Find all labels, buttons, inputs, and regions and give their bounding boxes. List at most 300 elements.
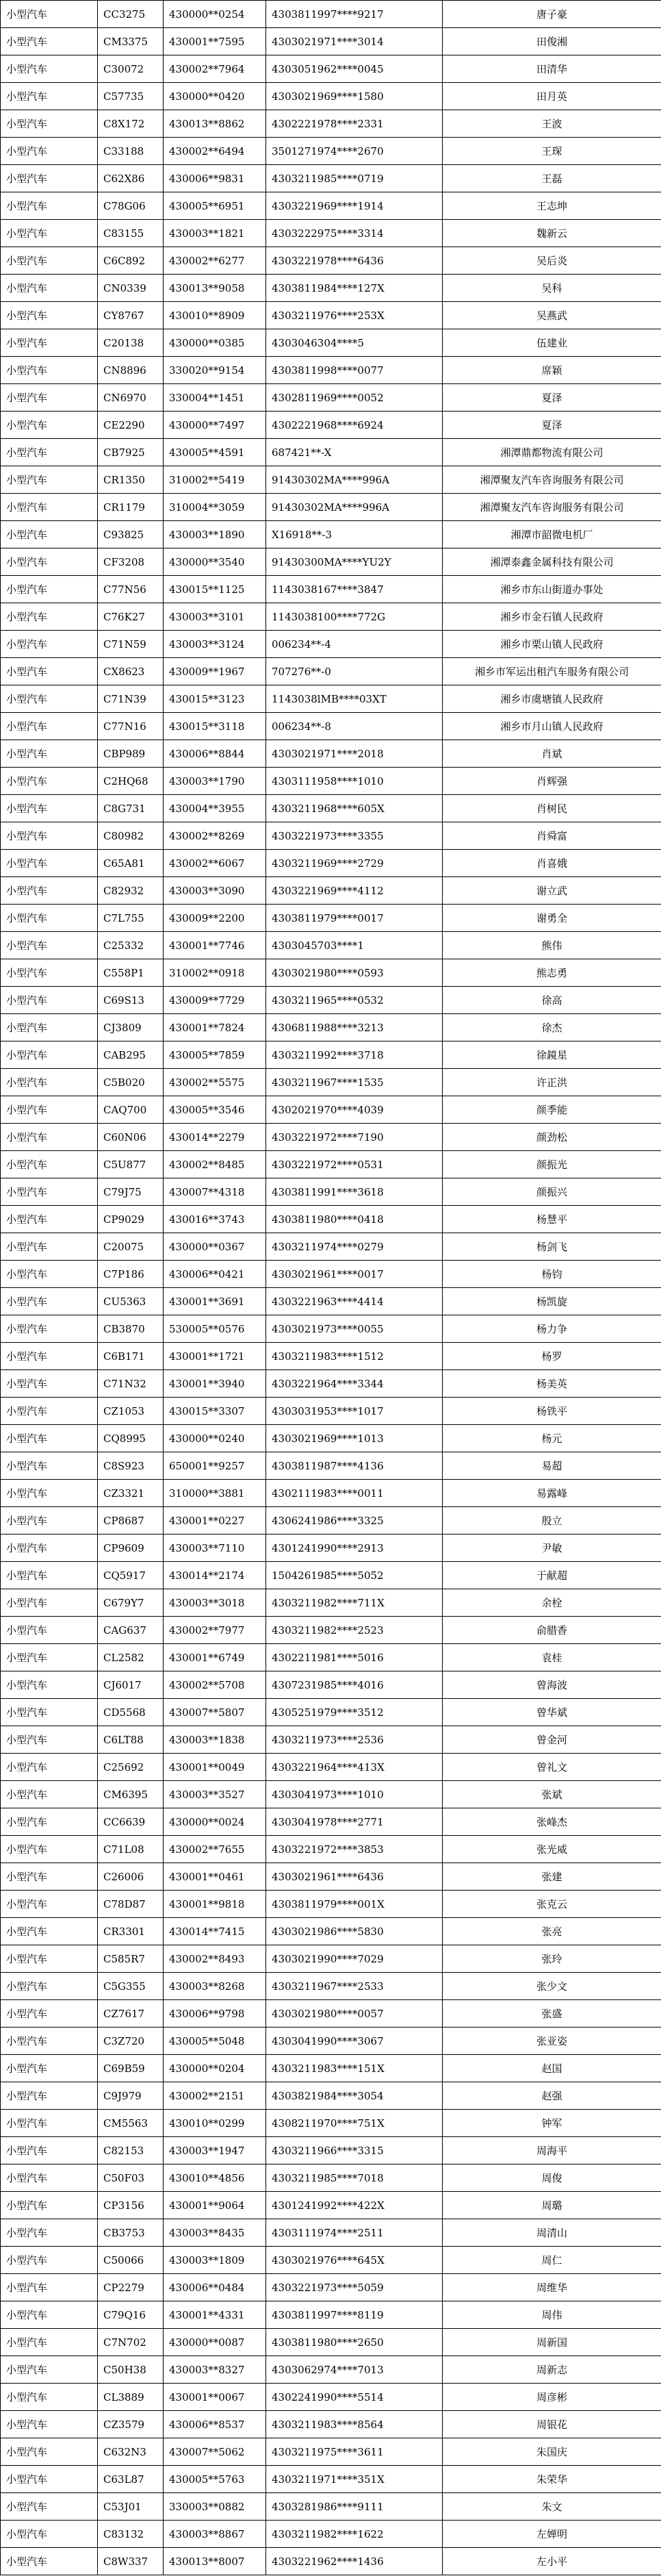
record-number-cell: 430015**1125 — [164, 576, 266, 603]
owner-name-cell: 左婵明 — [443, 2521, 661, 2548]
owner-name-cell: 张光威 — [443, 1836, 661, 1863]
id-number-cell: 4302021970****4039 — [266, 1096, 443, 1124]
vehicle-type-cell: 小型汽车 — [1, 713, 98, 740]
id-number-cell: 4303211992****3718 — [266, 1041, 443, 1069]
owner-name-cell: 颜振兴 — [443, 1178, 661, 1206]
owner-name-cell: 张克云 — [443, 1891, 661, 1918]
record-number-cell: 430009**7729 — [164, 987, 266, 1014]
owner-name-cell: 吴后炎 — [443, 247, 661, 275]
record-number-cell: 430005**7859 — [164, 1041, 266, 1069]
vehicle-type-cell: 小型汽车 — [1, 2137, 98, 2164]
plate-number-cell: C7L755 — [98, 905, 164, 932]
plate-number-cell: CBP989 — [98, 740, 164, 768]
plate-number-cell: C78G06 — [98, 192, 164, 220]
id-number-cell: 4303111974****2511 — [266, 2219, 443, 2247]
plate-number-cell: C69B59 — [98, 2055, 164, 2082]
table-row — [1, 28, 661, 55]
record-number-cell: 430005**3546 — [164, 1096, 266, 1124]
vehicle-type-cell: 小型汽车 — [1, 1891, 98, 1918]
plate-number-cell: C25692 — [98, 1754, 164, 1781]
table-row — [1, 1754, 661, 1781]
plate-number-cell: C6C892 — [98, 247, 164, 275]
plate-number-cell: C82153 — [98, 2137, 164, 2164]
id-number-cell: 4303811980****0418 — [266, 1206, 443, 1233]
plate-number-cell: CR1350 — [98, 466, 164, 494]
id-number-cell: 4302241990****5514 — [266, 2384, 443, 2411]
plate-number-cell: CQ5917 — [98, 1562, 164, 1589]
record-number-cell: 430007**5807 — [164, 1699, 266, 1726]
plate-number-cell: CAG637 — [98, 1617, 164, 1644]
record-number-cell: 430000**0240 — [164, 1425, 266, 1452]
owner-name-cell: 湘乡市栗山镇人民政府 — [443, 631, 661, 658]
table-row — [1, 192, 661, 220]
owner-name-cell: 赵国 — [443, 2055, 661, 2082]
plate-number-cell: C8G731 — [98, 795, 164, 822]
id-number-cell: 4303041978****2771 — [266, 1808, 443, 1836]
record-number-cell: 430005**6951 — [164, 192, 266, 220]
id-number-cell: 4303211982****1622 — [266, 2521, 443, 2548]
record-number-cell: 430003**1838 — [164, 1726, 266, 1754]
vehicle-type-cell: 小型汽车 — [1, 1315, 98, 1343]
record-number-cell: 430016**3743 — [164, 1206, 266, 1233]
owner-name-cell: 吴科 — [443, 275, 661, 302]
plate-number-cell: CB3753 — [98, 2219, 164, 2247]
table-row — [1, 1069, 661, 1096]
table-row — [1, 1, 661, 28]
plate-number-cell: CM3375 — [98, 28, 164, 55]
id-number-cell: 4303021980****0057 — [266, 2000, 443, 2028]
vehicle-type-cell: 小型汽车 — [1, 2000, 98, 2028]
id-number-cell: 4303221978****6436 — [266, 247, 443, 275]
table-row — [1, 1945, 661, 1973]
plate-number-cell: C50F03 — [98, 2164, 164, 2192]
id-number-cell: 4303221964****3344 — [266, 1370, 443, 1398]
plate-number-cell: CAB295 — [98, 1041, 164, 1069]
id-number-cell: 4303021961****6436 — [266, 1863, 443, 1891]
id-number-cell: 91430300MA****YU2Y — [266, 548, 443, 576]
id-number-cell: 4306241986****3325 — [266, 1507, 443, 1535]
table-row — [1, 521, 661, 548]
vehicle-type-cell: 小型汽车 — [1, 1945, 98, 1973]
vehicle-type-cell: 小型汽车 — [1, 795, 98, 822]
table-row — [1, 795, 661, 822]
table-row — [1, 55, 661, 83]
record-number-cell: 430002**7977 — [164, 1617, 266, 1644]
record-number-cell: 330004**1451 — [164, 384, 266, 412]
vehicle-type-cell: 小型汽车 — [1, 1261, 98, 1288]
table-row — [1, 2028, 661, 2055]
plate-number-cell: CZ7617 — [98, 2000, 164, 2028]
plate-number-cell: C62X86 — [98, 165, 164, 192]
owner-name-cell: 王波 — [443, 110, 661, 138]
table-row — [1, 768, 661, 795]
id-number-cell: 4303811979****0017 — [266, 905, 443, 932]
table-row — [1, 2247, 661, 2274]
id-number-cell: 4303211985****0719 — [266, 165, 443, 192]
owner-name-cell: 殷立 — [443, 1507, 661, 1535]
table-row — [1, 329, 661, 357]
table-row — [1, 2329, 661, 2356]
record-number-cell: 430002**2151 — [164, 2082, 266, 2110]
plate-number-cell: C80982 — [98, 822, 164, 850]
owner-name-cell: 钟军 — [443, 2110, 661, 2137]
id-number-cell: 4306811988****3213 — [266, 1014, 443, 1041]
record-number-cell: 430006**0484 — [164, 2274, 266, 2301]
plate-number-cell: C83132 — [98, 2521, 164, 2548]
record-number-cell: 430000**3540 — [164, 548, 266, 576]
plate-number-cell: C8X172 — [98, 110, 164, 138]
table-row — [1, 1589, 661, 1617]
record-number-cell: 430002**5575 — [164, 1069, 266, 1096]
plate-number-cell: C6LT88 — [98, 1726, 164, 1754]
id-number-cell: 4303021986****5830 — [266, 1918, 443, 1945]
record-number-cell: 430015**3307 — [164, 1398, 266, 1425]
id-number-cell: 4303221963****4414 — [266, 1288, 443, 1315]
vehicle-type-cell: 小型汽车 — [1, 959, 98, 987]
table-row — [1, 1836, 661, 1863]
vehicle-type-cell: 小型汽车 — [1, 1507, 98, 1535]
owner-name-cell: 袁桂 — [443, 1644, 661, 1671]
vehicle-type-cell: 小型汽车 — [1, 412, 98, 439]
record-number-cell: 430003**8435 — [164, 2219, 266, 2247]
id-number-cell: 4305251979****3512 — [266, 1699, 443, 1726]
owner-name-cell: 肖树民 — [443, 795, 661, 822]
table-row — [1, 576, 661, 603]
vehicle-type-cell: 小型汽车 — [1, 1535, 98, 1562]
owner-name-cell: 颜季能 — [443, 1096, 661, 1124]
plate-number-cell: CZ1053 — [98, 1398, 164, 1425]
record-number-cell: 430006**9831 — [164, 165, 266, 192]
table-row — [1, 494, 661, 521]
table-row — [1, 1014, 661, 1041]
plate-number-cell: C76K27 — [98, 603, 164, 631]
owner-name-cell: 张斌 — [443, 1781, 661, 1808]
id-number-cell: 1143038lMB****03XT — [266, 685, 443, 713]
plate-number-cell: CP9029 — [98, 1206, 164, 1233]
vehicle-type-cell: 小型汽车 — [1, 1863, 98, 1891]
owner-name-cell: 魏新云 — [443, 220, 661, 247]
vehicle-type-cell: 小型汽车 — [1, 55, 98, 83]
table-row — [1, 1617, 661, 1644]
vehicle-type-cell: 小型汽车 — [1, 932, 98, 959]
record-number-cell: 530005**0576 — [164, 1315, 266, 1343]
table-row — [1, 466, 661, 494]
plate-number-cell: CJ6017 — [98, 1671, 164, 1699]
table-row — [1, 2521, 661, 2548]
id-number-cell: 4303221969****1914 — [266, 192, 443, 220]
vehicle-type-cell: 小型汽车 — [1, 2028, 98, 2055]
id-number-cell: 4303211967****2533 — [266, 1973, 443, 2000]
id-number-cell: 4303211985****7018 — [266, 2164, 443, 2192]
vehicle-type-cell: 小型汽车 — [1, 521, 98, 548]
plate-number-cell: CM5563 — [98, 2110, 164, 2137]
record-number-cell: 430001**6749 — [164, 1644, 266, 1671]
record-number-cell: 430000**0385 — [164, 329, 266, 357]
record-number-cell: 430014**7415 — [164, 1918, 266, 1945]
plate-number-cell: CN0339 — [98, 275, 164, 302]
plate-number-cell: C5G355 — [98, 1973, 164, 2000]
owner-name-cell: 湘乡市金石镇人民政府 — [443, 603, 661, 631]
id-number-cell: 4303031953****1017 — [266, 1398, 443, 1425]
id-number-cell: 4302211981****5016 — [266, 1644, 443, 1671]
vehicle-type-cell: 小型汽车 — [1, 685, 98, 713]
owner-name-cell: 湘乡市虞塘镇人民政府 — [443, 685, 661, 713]
table-row — [1, 658, 661, 685]
owner-name-cell: 杨剑飞 — [443, 1233, 661, 1261]
record-number-cell: 430003**1947 — [164, 2137, 266, 2164]
owner-name-cell: 周清山 — [443, 2219, 661, 2247]
vehicle-type-cell: 小型汽车 — [1, 329, 98, 357]
vehicle-type-cell: 小型汽车 — [1, 357, 98, 384]
id-number-cell: 4303211969****2729 — [266, 850, 443, 877]
vehicle-type-cell: 小型汽车 — [1, 2329, 98, 2356]
plate-number-cell: CL3889 — [98, 2384, 164, 2411]
vehicle-type-cell: 小型汽车 — [1, 2356, 98, 2384]
vehicle-type-cell: 小型汽车 — [1, 1124, 98, 1151]
vehicle-type-cell: 小型汽车 — [1, 2301, 98, 2329]
record-number-cell: 430003**3101 — [164, 603, 266, 631]
table-row — [1, 1261, 661, 1288]
vehicle-type-cell: 小型汽车 — [1, 768, 98, 795]
record-number-cell: 430003**3018 — [164, 1589, 266, 1617]
vehicle-type-cell: 小型汽车 — [1, 1425, 98, 1452]
owner-name-cell: 杨元 — [443, 1425, 661, 1452]
table-row — [1, 2082, 661, 2110]
record-number-cell: 430014**2174 — [164, 1562, 266, 1589]
id-number-cell: 4303211966****3315 — [266, 2137, 443, 2164]
table-row — [1, 2411, 661, 2438]
id-number-cell: 4303021971****3014 — [266, 28, 443, 55]
table-row — [1, 275, 661, 302]
id-number-cell: 707276**-0 — [266, 658, 443, 685]
owner-name-cell: 周银花 — [443, 2411, 661, 2438]
plate-number-cell: CE2290 — [98, 412, 164, 439]
owner-name-cell: 易超 — [443, 1452, 661, 1480]
plate-number-cell: CP3156 — [98, 2192, 164, 2219]
table-row — [1, 2274, 661, 2301]
vehicle-type-cell: 小型汽车 — [1, 2082, 98, 2110]
table-row — [1, 932, 661, 959]
vehicle-type-cell: 小型汽车 — [1, 1617, 98, 1644]
vehicle-type-cell: 小型汽车 — [1, 1699, 98, 1726]
record-number-cell: 430001**0049 — [164, 1754, 266, 1781]
record-number-cell: 430002**8493 — [164, 1945, 266, 1973]
id-number-cell: X16918**-3 — [266, 521, 443, 548]
table-row — [1, 1178, 661, 1206]
owner-name-cell: 周彦彬 — [443, 2384, 661, 2411]
vehicle-type-cell: 小型汽车 — [1, 83, 98, 110]
id-number-cell: 4303211983****1512 — [266, 1343, 443, 1370]
record-number-cell: 430001**7746 — [164, 932, 266, 959]
table-row — [1, 2438, 661, 2466]
id-number-cell: 4303221969****4112 — [266, 877, 443, 905]
vehicle-type-cell: 小型汽车 — [1, 1206, 98, 1233]
table-row — [1, 548, 661, 576]
record-number-cell: 430000**0420 — [164, 83, 266, 110]
record-number-cell: 650001**9257 — [164, 1452, 266, 1480]
record-number-cell: 430002**8485 — [164, 1151, 266, 1178]
plate-number-cell: C679Y7 — [98, 1589, 164, 1617]
vehicle-type-cell: 小型汽车 — [1, 1398, 98, 1425]
id-number-cell: 91430302MA****996A — [266, 466, 443, 494]
vehicle-type-cell: 小型汽车 — [1, 2411, 98, 2438]
owner-name-cell: 曾海波 — [443, 1671, 661, 1699]
plate-number-cell: CR1179 — [98, 494, 164, 521]
id-number-cell: 4301241990****2913 — [266, 1535, 443, 1562]
plate-number-cell: CQ8995 — [98, 1425, 164, 1452]
table-row — [1, 1562, 661, 1589]
record-number-cell: 430003**1890 — [164, 521, 266, 548]
id-number-cell: 4303211967****1535 — [266, 1069, 443, 1096]
record-number-cell: 430000**0024 — [164, 1808, 266, 1836]
owner-name-cell: 左小平 — [443, 2548, 661, 2575]
id-number-cell: 4303221972****0531 — [266, 1151, 443, 1178]
table-row — [1, 987, 661, 1014]
id-number-cell: 4303211974****0279 — [266, 1233, 443, 1261]
record-number-cell: 430005**5763 — [164, 2466, 266, 2493]
plate-number-cell: C71N59 — [98, 631, 164, 658]
table-row — [1, 2466, 661, 2493]
plate-number-cell: C78D87 — [98, 1891, 164, 1918]
table-row — [1, 138, 661, 165]
vehicle-type-cell: 小型汽车 — [1, 1836, 98, 1863]
record-number-cell: 430002**8269 — [164, 822, 266, 850]
record-number-cell: 430003**3090 — [164, 877, 266, 905]
vehicle-type-cell: 小型汽车 — [1, 2493, 98, 2521]
owner-name-cell: 田月英 — [443, 83, 661, 110]
vehicle-type-cell: 小型汽车 — [1, 2521, 98, 2548]
owner-name-cell: 周伟 — [443, 2301, 661, 2329]
plate-number-cell: C20075 — [98, 1233, 164, 1261]
plate-number-cell: C77N16 — [98, 713, 164, 740]
table-row — [1, 2384, 661, 2411]
id-number-cell: 4303811991****3618 — [266, 1178, 443, 1206]
plate-number-cell: C82932 — [98, 877, 164, 905]
vehicle-type-cell: 小型汽车 — [1, 1671, 98, 1699]
id-number-cell: 4303221972****3853 — [266, 1836, 443, 1863]
table-row — [1, 2164, 661, 2192]
record-number-cell: 430002**6277 — [164, 247, 266, 275]
vehicle-type-cell: 小型汽车 — [1, 603, 98, 631]
owner-name-cell: 湘乡市东山街道办事处 — [443, 576, 661, 603]
id-number-cell: 3501271974****2670 — [266, 138, 443, 165]
plate-number-cell: CC3275 — [98, 1, 164, 28]
id-number-cell: 1504261985****5052 — [266, 1562, 443, 1589]
owner-name-cell: 许正洪 — [443, 1069, 661, 1096]
vehicle-type-cell: 小型汽车 — [1, 987, 98, 1014]
record-number-cell: 430001**1721 — [164, 1343, 266, 1370]
id-number-cell: 4303211983****8564 — [266, 2411, 443, 2438]
record-number-cell: 430000**0204 — [164, 2055, 266, 2082]
owner-name-cell: 张亚姿 — [443, 2028, 661, 2055]
record-number-cell: 430001**3940 — [164, 1370, 266, 1398]
owner-name-cell: 周新志 — [443, 2356, 661, 2384]
table-row — [1, 357, 661, 384]
vehicle-type-cell: 小型汽车 — [1, 2438, 98, 2466]
plate-number-cell: C585R7 — [98, 1945, 164, 1973]
owner-name-cell: 张玲 — [443, 1945, 661, 1973]
plate-number-cell: CZ3321 — [98, 1480, 164, 1507]
owner-name-cell: 夏泽 — [443, 412, 661, 439]
id-number-cell: 687421**-X — [266, 439, 443, 466]
owner-name-cell: 王志坤 — [443, 192, 661, 220]
plate-number-cell: C3Z720 — [98, 2028, 164, 2055]
vehicle-type-cell: 小型汽车 — [1, 1644, 98, 1671]
table-row — [1, 110, 661, 138]
id-number-cell: 4302111983****0011 — [266, 1480, 443, 1507]
table-row — [1, 165, 661, 192]
id-number-cell: 4303021980****0593 — [266, 959, 443, 987]
vehicle-type-cell: 小型汽车 — [1, 1288, 98, 1315]
table-row — [1, 1535, 661, 1562]
vehicle-type-cell: 小型汽车 — [1, 1233, 98, 1261]
table-row — [1, 384, 661, 412]
record-number-cell: 430002**5708 — [164, 1671, 266, 1699]
table-row — [1, 1425, 661, 1452]
plate-number-cell: C50H38 — [98, 2356, 164, 2384]
table-row — [1, 1973, 661, 2000]
id-number-cell: 4303041990****3067 — [266, 2028, 443, 2055]
record-number-cell: 430015**3123 — [164, 685, 266, 713]
table-row — [1, 1096, 661, 1124]
owner-name-cell: 徐杰 — [443, 1014, 661, 1041]
table-row — [1, 1480, 661, 1507]
record-number-cell: 430013**8862 — [164, 110, 266, 138]
plate-number-cell: CP8687 — [98, 1507, 164, 1535]
record-number-cell: 310004**3059 — [164, 494, 266, 521]
owner-name-cell: 周仁 — [443, 2247, 661, 2274]
record-number-cell: 430009**1967 — [164, 658, 266, 685]
owner-name-cell: 俞腊香 — [443, 1617, 661, 1644]
owner-name-cell: 张建 — [443, 1863, 661, 1891]
owner-name-cell: 周维华 — [443, 2274, 661, 2301]
id-number-cell: 4303281986****9111 — [266, 2493, 443, 2521]
id-number-cell: 4302811969****0052 — [266, 384, 443, 412]
table-row — [1, 1041, 661, 1069]
record-number-cell: 430000**0254 — [164, 1, 266, 28]
table-row — [1, 1315, 661, 1343]
plate-number-cell: CM6395 — [98, 1781, 164, 1808]
record-number-cell: 430007**5062 — [164, 2438, 266, 2466]
table-row — [1, 220, 661, 247]
record-number-cell: 430001**7824 — [164, 1014, 266, 1041]
vehicle-type-cell: 小型汽车 — [1, 1178, 98, 1206]
id-number-cell: 006234**-8 — [266, 713, 443, 740]
table-row — [1, 685, 661, 713]
plate-number-cell: CL2582 — [98, 1644, 164, 1671]
id-number-cell: 4303041973****1010 — [266, 1781, 443, 1808]
table-row — [1, 2055, 661, 2082]
table-row — [1, 1507, 661, 1535]
record-number-cell: 430004**3955 — [164, 795, 266, 822]
plate-number-cell: C50066 — [98, 2247, 164, 2274]
table-row — [1, 83, 661, 110]
owner-name-cell: 杨美英 — [443, 1370, 661, 1398]
vehicle-type-cell: 小型汽车 — [1, 631, 98, 658]
id-number-cell: 4307231985****4016 — [266, 1671, 443, 1699]
table-row — [1, 247, 661, 275]
plate-number-cell: C77N56 — [98, 576, 164, 603]
record-number-cell: 430003**8327 — [164, 2356, 266, 2384]
plate-number-cell: CN6970 — [98, 384, 164, 412]
plate-number-cell: C5U877 — [98, 1151, 164, 1178]
owner-name-cell: 曾华斌 — [443, 1699, 661, 1726]
owner-name-cell: 曾金河 — [443, 1726, 661, 1754]
record-number-cell: 430015**3118 — [164, 713, 266, 740]
id-number-cell: 4303021976****645X — [266, 2247, 443, 2274]
table-row — [1, 1124, 661, 1151]
table-row — [1, 1644, 661, 1671]
